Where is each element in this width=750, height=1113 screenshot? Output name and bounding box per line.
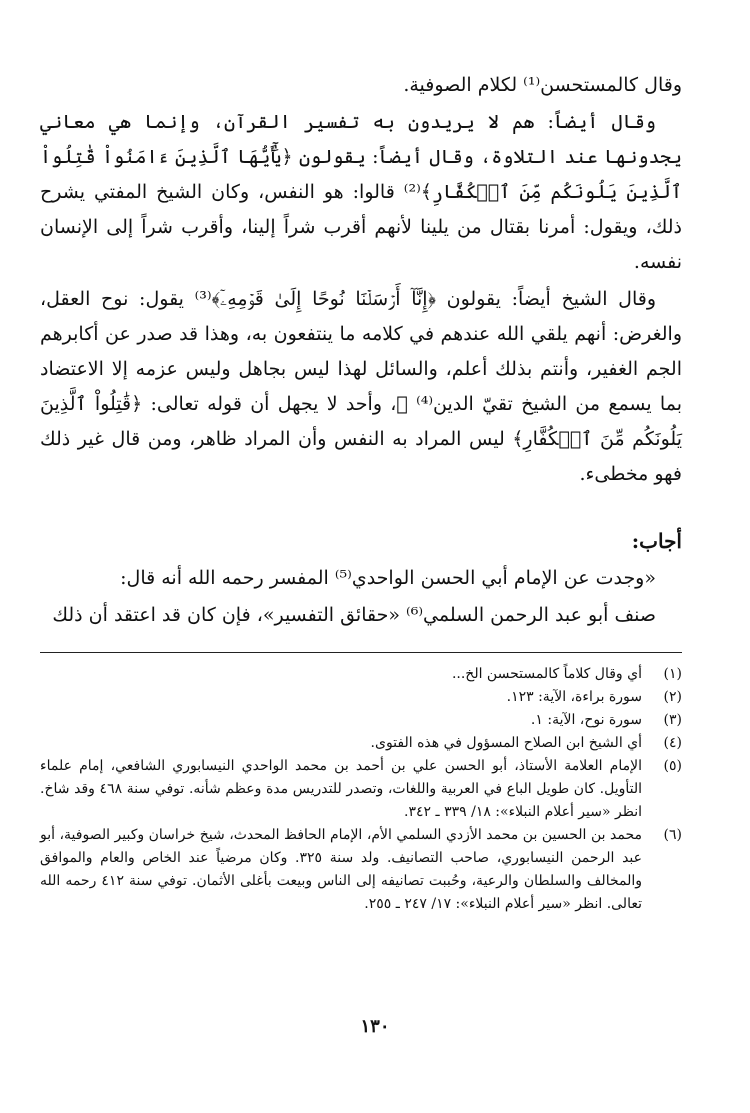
footnote	[40, 755, 682, 824]
footnotes-section	[40, 652, 682, 916]
footnote-text: سورة نوح، الآية: ١.	[530, 712, 642, 728]
footnote-number: (٢)	[663, 689, 682, 705]
paragraph: وقال أيضاً: هم لا يريدون به تفسير القرآن، وإنما هي معاني يجدونها عند التلاوة، وقال أيضاً: يقولون ﴿يَٰٓأَيُّهَا ٱلَّذِينَ ءَامَنُواْ قَٰتِلُواْ ٱلَّذِينَ يَلُونَكُم مِّنَ ٱلۡكُفَّارِ﴾⁽²⁾ قالوا: هو النفس، وكان الشيخ المفتي يشرح ذلك، ويقول: أمرنا بقتال من يلينا لأنهم أقرب شراً إلينا، وأقرب شراً إلى الإنسان نفسه.	[40, 111, 682, 273]
footnote-number: (٦)	[663, 827, 682, 843]
paragraph: وقال كالمستحسن⁽¹⁾ لكلام الصوفية.	[403, 74, 682, 96]
footnote-number: (١)	[663, 666, 682, 682]
page-number: ١٣٠	[360, 1016, 390, 1037]
answer-line: «وجدت عن الإمام أبي الحسن الواحدي⁽⁵⁾ المفسر رحمه الله أنه قال:	[120, 567, 656, 589]
footnote	[40, 732, 682, 755]
footnote-text: أي الشيخ ابن الصلاح المسؤول في هذه الفتوى.	[370, 735, 642, 751]
footnote	[40, 824, 682, 916]
footnote	[40, 663, 682, 686]
footnote-text: أي وقال كلاماً كالمستحسن الخ...	[451, 666, 642, 682]
footnote-number: (٤)	[663, 735, 682, 751]
footnote	[40, 686, 682, 709]
footnote-text: سورة براءة، الآية: ١٢٣.	[506, 689, 642, 705]
footnote-number: (٥)	[663, 758, 682, 774]
main-text	[40, 68, 682, 633]
answer-heading: أجاب:	[631, 529, 682, 553]
answer-line: صنف أبو عبد الرحمن السلمي⁽⁶⁾ «حقائق التفسير»، فإن كان قد اعتقد أن ذلك	[52, 604, 656, 626]
footnote	[40, 709, 682, 732]
footnote-number: (٣)	[663, 712, 682, 728]
footnote-text: محمد بن الحسين بن محمد الأزدي السلمي الأم، الإمام الحافظ المحدث، شيخ خراسان وكبير الصوفية، أبو عبد الرحمن النيسابوري، صاحب التصانيف. ولد سنة ٣٢٥. وكان مرضياً عند الخاص والعام والموافق والمخالف والسلطان والرعية، وحُببت تصانيفه إلى الناس وبيعت بأغلى الأثمان. توفي سنة ٤١٢ رحمه الله تعالى. انظر «سير أعلام النبلاء»: ١٧/ ٢٤٧ ـ ٢٥٥.	[40, 827, 643, 912]
paragraph: وقال الشيخ أيضاً: يقولون ﴿إِنَّآ أَرۡسَلۡنَا نُوحًا إِلَىٰ قَوۡمِهِۦٓ﴾⁽³⁾ يقول: نوح العقل، والغرض: أنهم يلقي الله عندهم في كلامه ما ينتفعون به، وهذا قد صدر عن أكابرهم الجم الغفير، وأنتم بذلك أعلم، والسائل لهذا ليس بجاهل وليس عزمه إلا الاعتضاد بما يسمع من الشيخ تقيّ الدين⁽⁴⁾ ﷺ، وأحد لا يجهل أن قوله تعالى: ﴿قَٰتِلُواْ ٱلَّذِينَ يَلُونَكُم مِّنَ ٱلۡكُفَّارِ﴾ ليس المراد به النفس وأن المراد ظاهر، ومن قال غير ذلك فهو مخطىء.	[40, 288, 682, 485]
footnote-text: الإمام العلامة الأستاذ، أبو الحسن علي بن أحمد بن محمد الواحدي النيسابوري الشافعي، إمام علماء التأويل. كان طويل الباع في العربية واللغات، وتصدر للتدريس مدة وعظم شأنه. توفي سنة ٤٦٨ وقد شاخ. انظر «سير أعلام النبلاء»: ١٨/ ٣٣٩ ـ ٣٤٢.	[40, 758, 643, 820]
